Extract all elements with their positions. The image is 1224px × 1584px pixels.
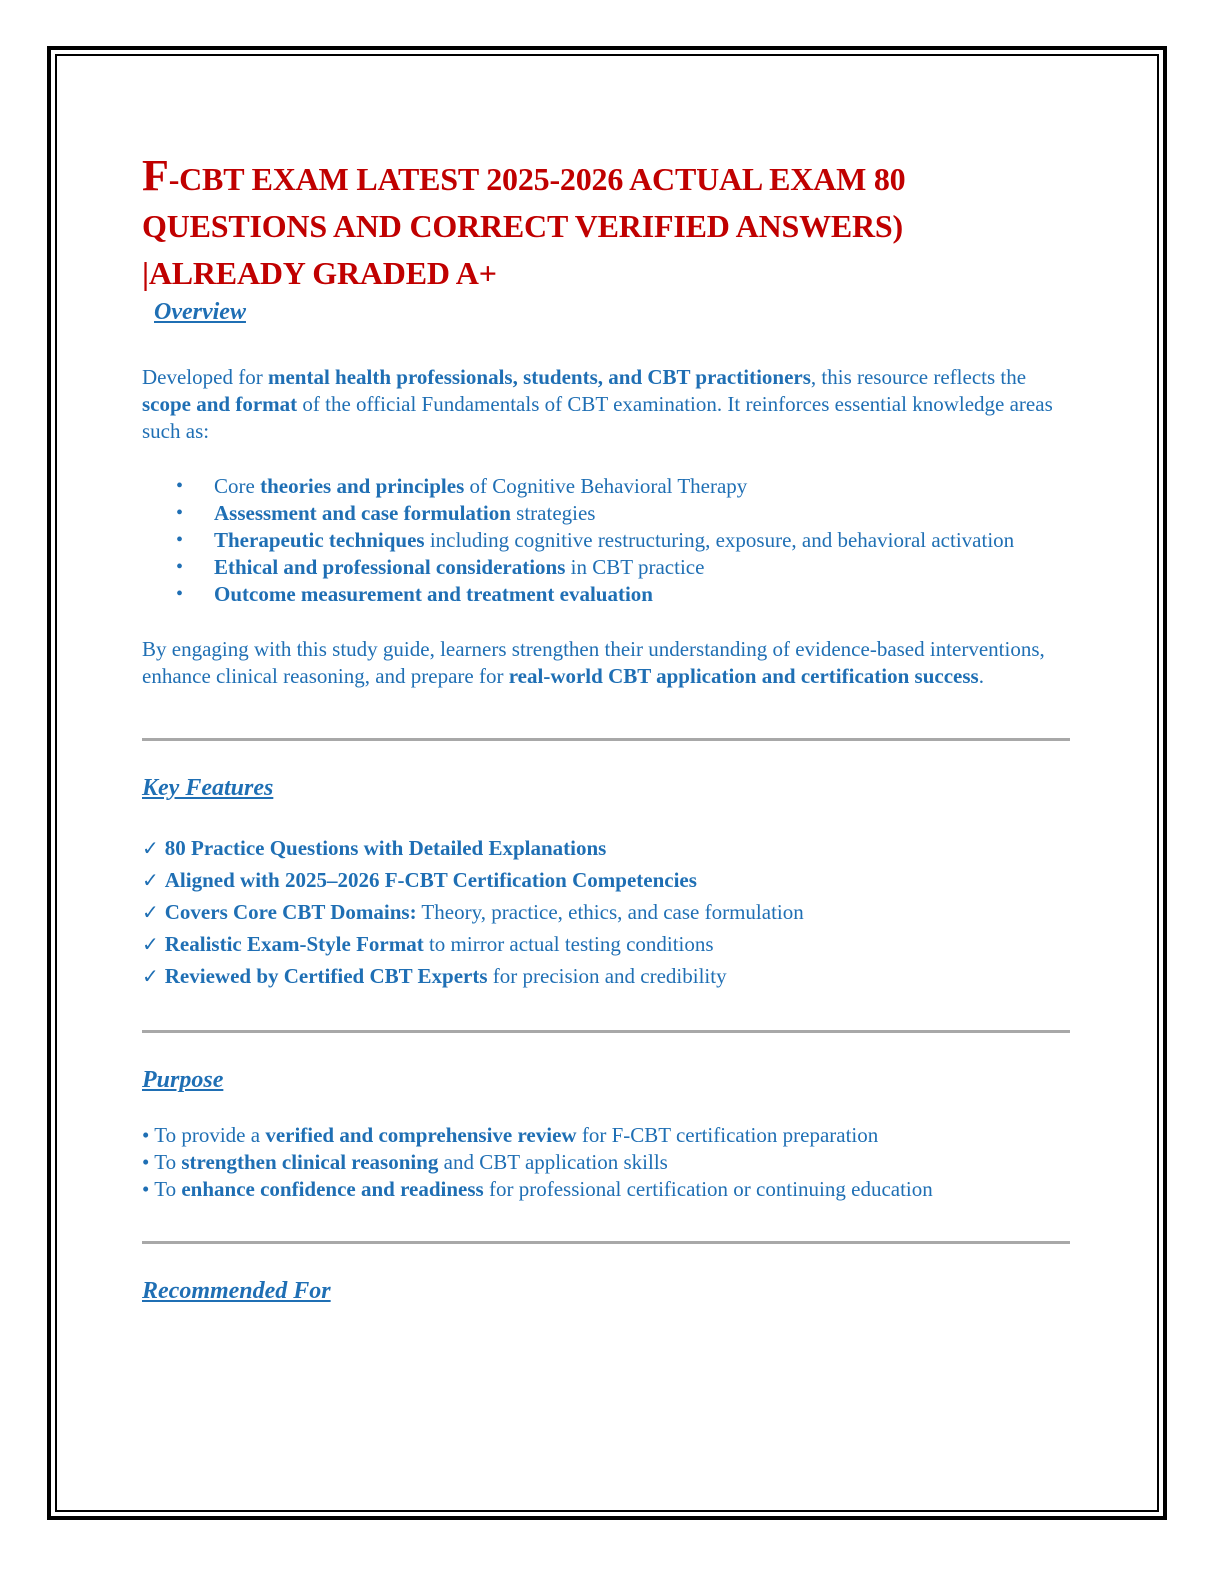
purpose-pre: • To xyxy=(142,1177,182,1201)
list-item xyxy=(214,527,1072,554)
feature-item xyxy=(142,832,1072,864)
document-content xyxy=(142,152,1072,1305)
feature-bold: Aligned with 2025–2026 F-CBT Certification Competencies xyxy=(164,868,697,892)
list-item-bold: Outcome measurement and treatment evaluation xyxy=(214,582,653,606)
purpose-item xyxy=(142,1149,1072,1176)
overview-closing-paragraph xyxy=(142,636,1072,690)
list-item-post: in CBT practice xyxy=(565,555,705,579)
closing-text-1: By engaging with this study guide, learners strengthen their understanding of evidence-based interventions, enhance clinical reasoning, and prepare for xyxy=(142,637,1045,688)
section-divider xyxy=(142,738,1070,741)
feature-text: to mirror actual testing conditions xyxy=(423,932,714,956)
purpose-post: and CBT application skills xyxy=(438,1150,668,1174)
feature-item xyxy=(142,928,1072,960)
key-features-list xyxy=(142,832,1072,992)
feature-bold: Covers Core CBT Domains: xyxy=(164,900,417,924)
feature-item xyxy=(142,896,1072,928)
purpose-item xyxy=(142,1176,1072,1203)
check-mark-icon: ✓ xyxy=(142,868,159,892)
title-text: -CBT EXAM LATEST 2025-2026 ACTUAL EXAM 80 QUESTIONS AND CORRECT VERIFIED ANSWERS) |ALREADY GRADED A+ xyxy=(142,161,906,291)
check-mark-icon: ✓ xyxy=(142,836,159,860)
list-item-bold: theories and principles xyxy=(260,474,465,498)
intro-text-2: , this resource reflects the xyxy=(810,365,1027,389)
list-item xyxy=(214,473,1072,500)
feature-item xyxy=(142,960,1072,992)
purpose-item xyxy=(142,1122,1072,1149)
purpose-bold: enhance confidence and readiness xyxy=(181,1177,484,1201)
closing-bold-1: real-world CBT application and certification success xyxy=(508,664,979,688)
overview-intro-paragraph xyxy=(142,364,1072,445)
purpose-pre: • To provide a xyxy=(142,1123,266,1147)
check-mark-icon: ✓ xyxy=(142,932,159,956)
feature-item xyxy=(142,864,1072,896)
list-item-bold: Ethical and professional considerations xyxy=(214,555,566,579)
document-title xyxy=(142,152,1072,297)
list-item xyxy=(214,500,1072,527)
feature-bold: 80 Practice Questions with Detailed Explanations xyxy=(164,836,607,860)
intro-text-1: Developed for xyxy=(142,365,268,389)
list-item-bold: Assessment and case formulation xyxy=(214,501,511,525)
purpose-heading: Purpose xyxy=(142,1067,224,1093)
check-mark-icon: ✓ xyxy=(142,964,159,988)
purpose-pre: • To xyxy=(142,1150,182,1174)
intro-bold-2: scope and format xyxy=(142,392,298,416)
feature-text: for precision and credibility xyxy=(487,964,727,988)
list-item-post: including cognitive restructuring, exposure, and behavioral activation xyxy=(424,528,1015,552)
feature-bold: Reviewed by Certified CBT Experts xyxy=(164,964,488,988)
feature-bold: Realistic Exam-Style Format xyxy=(164,932,424,956)
intro-bold-1: mental health professionals, students, and CBT practitioners xyxy=(267,365,811,389)
list-item-post: strategies xyxy=(510,501,596,525)
key-features-heading: Key Features xyxy=(142,775,274,801)
purpose-post: for F-CBT certification preparation xyxy=(576,1123,879,1147)
purpose-list xyxy=(142,1122,1072,1203)
list-item-post: of Cognitive Behavioral Therapy xyxy=(464,474,748,498)
purpose-bold: strengthen clinical reasoning xyxy=(181,1150,439,1174)
purpose-post: for professional certification or continuing education xyxy=(483,1177,933,1201)
recommended-for-heading: Recommended For xyxy=(142,1278,331,1304)
section-divider xyxy=(142,1241,1070,1244)
feature-text: Theory, practice, ethics, and case formulation xyxy=(416,900,804,924)
list-item-bold: Therapeutic techniques xyxy=(214,528,425,552)
knowledge-areas-list xyxy=(142,473,1072,608)
list-item xyxy=(214,554,1072,581)
title-first-letter: F xyxy=(142,151,169,200)
closing-text-2: . xyxy=(978,664,984,688)
list-item-pre: Core xyxy=(214,474,261,498)
list-item xyxy=(214,581,1072,608)
section-divider xyxy=(142,1030,1070,1033)
purpose-bold: verified and comprehensive review xyxy=(265,1123,577,1147)
check-mark-icon: ✓ xyxy=(142,900,159,924)
intro-text-3: of the official Fundamentals of CBT examination. It reinforces essential knowledge areas such as: xyxy=(142,392,1053,443)
overview-heading: Overview xyxy=(154,299,246,325)
